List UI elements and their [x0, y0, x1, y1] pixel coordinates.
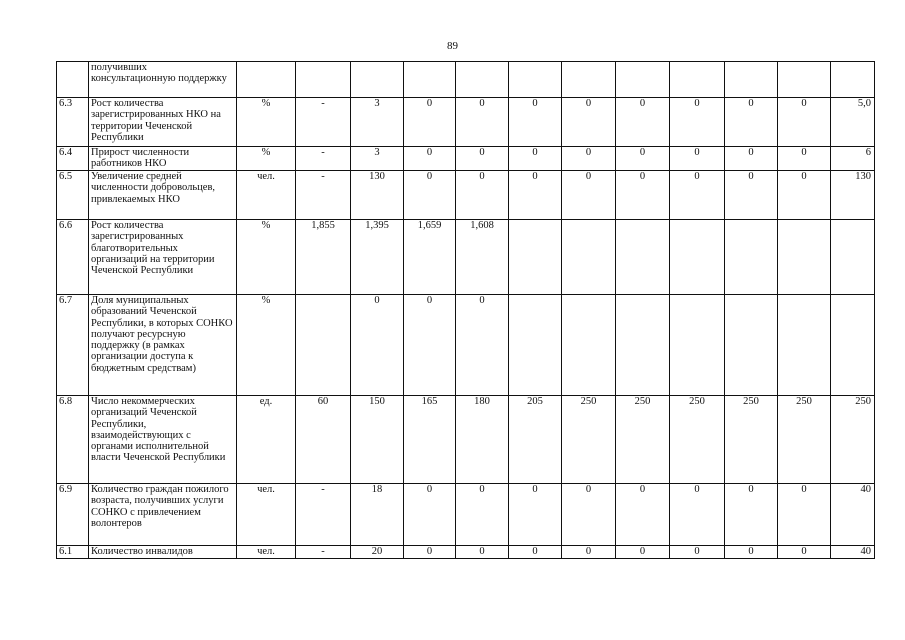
value-cell: - — [296, 98, 351, 147]
unit-cell: % — [237, 295, 296, 396]
value-cell: 0 — [456, 98, 509, 147]
indicator-name-cell: Рост количества зарегистрированных НКО на территории Чеченской Республики — [89, 98, 237, 147]
indicators-table — [56, 61, 875, 559]
value-cell — [351, 62, 404, 98]
value-cell — [670, 295, 725, 396]
row-number-cell: 6.4 — [57, 147, 89, 171]
value-cell: 0 — [404, 484, 456, 546]
value-cell: 130 — [831, 171, 875, 220]
value-cell: 1,659 — [404, 220, 456, 295]
table-row — [57, 396, 875, 484]
value-cell — [778, 220, 831, 295]
table-row — [57, 98, 875, 147]
value-cell: 0 — [725, 98, 778, 147]
value-cell — [562, 220, 616, 295]
value-cell: 0 — [404, 147, 456, 171]
unit-cell: чел. — [237, 546, 296, 559]
value-cell: 0 — [725, 484, 778, 546]
value-cell: 250 — [616, 396, 670, 484]
value-cell: 0 — [456, 295, 509, 396]
row-number-cell: 6.6 — [57, 220, 89, 295]
row-number-cell: 6.1 — [57, 546, 89, 559]
value-cell: 1,608 — [456, 220, 509, 295]
indicator-name-cell: Количество граждан пожилого возраста, получивших услуги СОНКО с привлечением волонтеров — [89, 484, 237, 546]
value-cell — [725, 295, 778, 396]
value-cell: 0 — [616, 171, 670, 220]
value-cell: 205 — [509, 396, 562, 484]
value-cell: 250 — [778, 396, 831, 484]
row-number-cell — [57, 62, 89, 98]
value-cell: 0 — [562, 171, 616, 220]
value-cell: 3 — [351, 98, 404, 147]
value-cell — [831, 295, 875, 396]
value-cell: 0 — [778, 147, 831, 171]
unit-cell: % — [237, 98, 296, 147]
value-cell: 165 — [404, 396, 456, 484]
value-cell: 0 — [670, 171, 725, 220]
value-cell: 1,395 — [351, 220, 404, 295]
page-number: 89 — [447, 40, 458, 52]
value-cell: 0 — [404, 171, 456, 220]
value-cell: 0 — [456, 171, 509, 220]
value-cell — [296, 295, 351, 396]
value-cell: 20 — [351, 546, 404, 559]
indicator-name-cell: Число некоммерческих организаций Чеченской Республики, взаимодействующих с органами исполнительной власти Чеченской Республики — [89, 396, 237, 484]
value-cell — [404, 62, 456, 98]
unit-cell — [237, 62, 296, 98]
value-cell: 40 — [831, 546, 875, 559]
value-cell: 0 — [725, 546, 778, 559]
value-cell: 0 — [778, 98, 831, 147]
value-cell: 6 — [831, 147, 875, 171]
value-cell: 0 — [670, 546, 725, 559]
value-cell: 0 — [509, 546, 562, 559]
value-cell — [509, 295, 562, 396]
value-cell — [725, 220, 778, 295]
value-cell — [831, 220, 875, 295]
row-number-cell: 6.9 — [57, 484, 89, 546]
table-row — [57, 220, 875, 295]
value-cell: 250 — [831, 396, 875, 484]
value-cell: 3 — [351, 147, 404, 171]
value-cell: 250 — [725, 396, 778, 484]
indicator-name-cell: Прирост численности работников НКО — [89, 147, 237, 171]
unit-cell: чел. — [237, 171, 296, 220]
value-cell — [509, 220, 562, 295]
indicator-name-cell: Увеличение средней численности добровольцев, привлекаемых НКО — [89, 171, 237, 220]
value-cell — [670, 62, 725, 98]
value-cell: 0 — [562, 147, 616, 171]
value-cell: 40 — [831, 484, 875, 546]
value-cell: 0 — [562, 98, 616, 147]
value-cell: 130 — [351, 171, 404, 220]
unit-cell: % — [237, 147, 296, 171]
value-cell: 0 — [670, 147, 725, 171]
table-row — [57, 295, 875, 396]
value-cell: 180 — [456, 396, 509, 484]
value-cell: 0 — [509, 98, 562, 147]
unit-cell: ед. — [237, 396, 296, 484]
indicator-name-cell: получивших консультационную поддержку — [89, 62, 237, 98]
row-number-cell: 6.8 — [57, 396, 89, 484]
value-cell — [778, 62, 831, 98]
value-cell: 0 — [725, 147, 778, 171]
value-cell — [456, 62, 509, 98]
value-cell: 0 — [509, 171, 562, 220]
value-cell — [562, 62, 616, 98]
value-cell: 5,0 — [831, 98, 875, 147]
value-cell: 150 — [351, 396, 404, 484]
value-cell — [616, 62, 670, 98]
value-cell: 0 — [616, 484, 670, 546]
value-cell: 0 — [456, 546, 509, 559]
value-cell: 0 — [616, 147, 670, 171]
value-cell: 0 — [404, 98, 456, 147]
value-cell — [778, 295, 831, 396]
value-cell: 0 — [778, 484, 831, 546]
value-cell: 0 — [670, 484, 725, 546]
value-cell: 0 — [778, 546, 831, 559]
unit-cell: % — [237, 220, 296, 295]
value-cell: 0 — [404, 295, 456, 396]
value-cell: 0 — [509, 484, 562, 546]
value-cell: 0 — [351, 295, 404, 396]
unit-cell: чел. — [237, 484, 296, 546]
value-cell — [725, 62, 778, 98]
row-number-cell: 6.5 — [57, 171, 89, 220]
value-cell: - — [296, 171, 351, 220]
value-cell: 0 — [509, 147, 562, 171]
value-cell: 60 — [296, 396, 351, 484]
value-cell: 0 — [670, 98, 725, 147]
value-cell: 0 — [456, 484, 509, 546]
value-cell — [296, 62, 351, 98]
row-number-cell: 6.7 — [57, 295, 89, 396]
value-cell: 1,855 — [296, 220, 351, 295]
value-cell: 0 — [616, 546, 670, 559]
value-cell — [562, 295, 616, 396]
table-row — [57, 62, 875, 98]
value-cell: 18 — [351, 484, 404, 546]
value-cell: 0 — [725, 171, 778, 220]
value-cell — [509, 62, 562, 98]
table-row — [57, 171, 875, 220]
value-cell: - — [296, 147, 351, 171]
value-cell: 250 — [670, 396, 725, 484]
value-cell: 0 — [562, 546, 616, 559]
value-cell — [831, 62, 875, 98]
table-row — [57, 546, 875, 559]
table-row — [57, 484, 875, 546]
value-cell: 250 — [562, 396, 616, 484]
value-cell: 0 — [404, 546, 456, 559]
indicator-name-cell: Доля муниципальных образований Чеченской Республики, в которых СОНКО получают ресурсную поддержку (в рамках организации доступа к бюджетным средствам) — [89, 295, 237, 396]
value-cell — [616, 220, 670, 295]
table-row — [57, 147, 875, 171]
value-cell: 0 — [562, 484, 616, 546]
row-number-cell: 6.3 — [57, 98, 89, 147]
value-cell — [670, 220, 725, 295]
value-cell: 0 — [456, 147, 509, 171]
value-cell — [616, 295, 670, 396]
value-cell: 0 — [778, 171, 831, 220]
value-cell: - — [296, 546, 351, 559]
value-cell: - — [296, 484, 351, 546]
indicator-name-cell: Рост количества зарегистрированных благотворительных организаций на территории Чеченской Республики — [89, 220, 237, 295]
indicator-name-cell: Количество инвалидов — [89, 546, 237, 559]
value-cell: 0 — [616, 98, 670, 147]
